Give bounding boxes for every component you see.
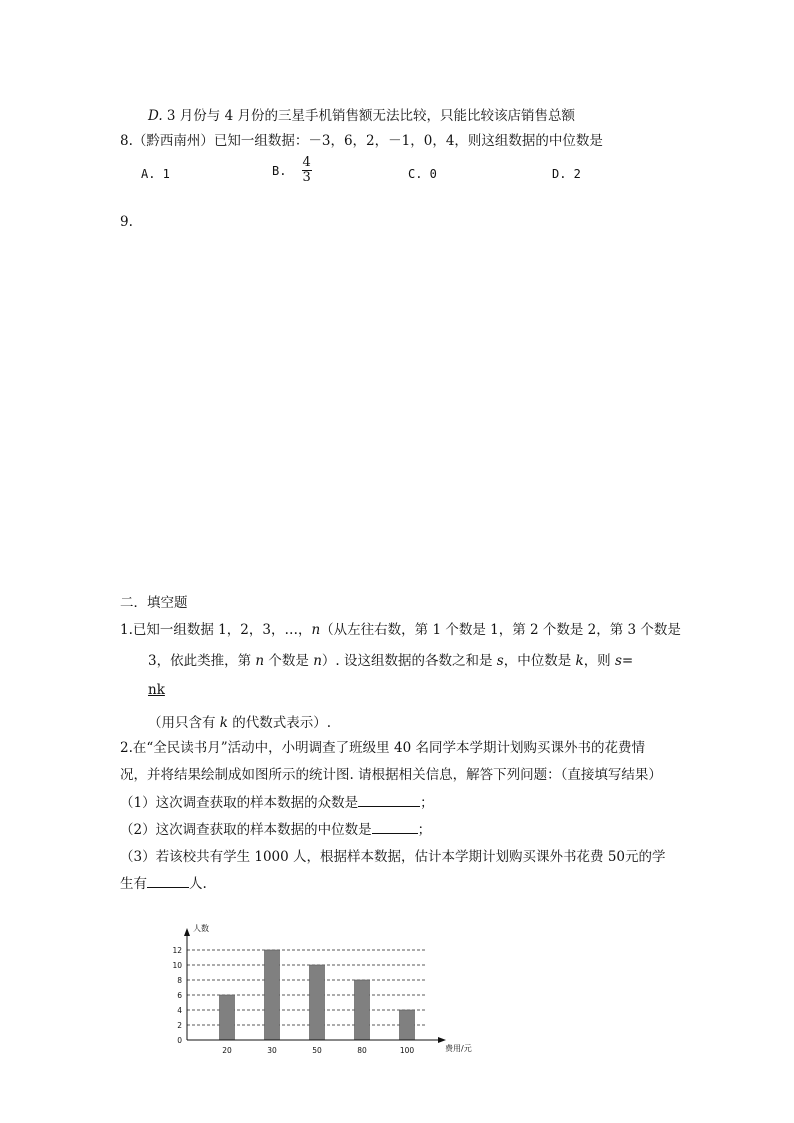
fill2-line1: 2.在“全民读书月”活动中，小明调查了班级里 40 名同学本学期计划购买课外书的花费情 [120, 740, 645, 756]
x-tick-label: 20 [222, 1046, 232, 1055]
fill2-q3-line2 [120, 872, 207, 892]
fill1-var-n: n [311, 622, 321, 638]
q7-option-d-text: 3 月份与 4 月份的三星手机销售额无法比较，只能比较该店销售总额 [162, 108, 575, 124]
q7-option-d [148, 104, 575, 124]
fill1-text: 1.已知一组数据 1，2，3，…， [120, 622, 312, 638]
fill1-var-s: s [496, 653, 504, 669]
bar-chart [160, 912, 490, 1062]
x-axis-title: 费用/元 [445, 1044, 472, 1053]
y-tick-label: 8 [177, 976, 182, 985]
fill1-text: ，则 [583, 653, 615, 669]
q7-option-d-letter: D. [148, 108, 163, 124]
q8-option-c: C. 0 [408, 167, 437, 181]
bar [355, 980, 370, 1040]
y-tick-label: 2 [177, 1021, 182, 1030]
bar [400, 1010, 415, 1040]
fill1-line1 [120, 618, 681, 638]
x-tick-label: 50 [312, 1046, 322, 1055]
fill2-q1-text: （1）这次调查获取的样本数据的众数是 [120, 795, 359, 811]
y-tick-label: 10 [172, 961, 182, 970]
fill1-text: 3，依此类推，第 [148, 653, 256, 669]
bar [220, 995, 235, 1040]
q8-option-b [272, 156, 312, 185]
fill2-q3-text: 生有 [120, 876, 147, 892]
fill1-text: = [621, 653, 634, 669]
fill1-line2 [148, 649, 633, 669]
answer-blank[interactable] [372, 819, 418, 834]
fill2-q2-end: ； [417, 822, 432, 838]
y-tick-label: 12 [172, 946, 182, 955]
fill2-q2 [120, 818, 431, 838]
fill1-text: （从左往右数，第 1 个数是 1，第 2 个数是 2，第 3 个数是 [320, 622, 681, 638]
fill2-q1 [120, 791, 434, 811]
fraction-denominator: 3 [302, 170, 311, 185]
answer-blank[interactable] [358, 792, 420, 807]
q8-option-a: A. 1 [141, 167, 170, 181]
fill2-q3-end: 人. [189, 876, 207, 892]
fill1-line4 [148, 711, 331, 731]
bar [265, 950, 280, 1040]
y-axis-title: 人数 [193, 924, 209, 933]
x-tick-label: 30 [267, 1046, 277, 1055]
fill2-q3-line1: （3）若该校共有学生 1000 人，根据样本数据，估计本学期计划购买课外书花费 50元的学 [120, 849, 666, 865]
answer-blank[interactable] [147, 873, 189, 888]
section-title: 二．填空题 [120, 595, 188, 611]
x-axis-arrow-icon [438, 1037, 446, 1043]
q8-stem: 8.（黔西南州）已知一组数据：－3，6，2，－1，0，4，则这组数据的中位数是 [120, 133, 603, 149]
fill2-line2: 况，并将结果绘制成如图所示的统计图. 请根据相关信息，解答下列问题：（直接填写结果） [120, 767, 662, 783]
fill1-answer: nk [148, 682, 165, 698]
fill1-var-k: k [575, 653, 584, 669]
x-tick-label: 80 [357, 1046, 367, 1055]
q8-option-d: D. 2 [552, 167, 581, 181]
q8-option-b-label: B. [272, 164, 287, 178]
fill1-var-n: n [313, 653, 322, 669]
fill1-text: ，中位数是 [503, 653, 576, 669]
fraction-numerator: 4 [302, 155, 311, 170]
y-tick-label: 6 [177, 991, 182, 1000]
fill1-var-n: n [255, 653, 265, 669]
fill1-text: 的代数式表示）. [227, 715, 332, 731]
fill2-q2-text: （2）这次调查获取的样本数据的中位数是 [120, 822, 372, 838]
fill1-text: （用只含有 [148, 715, 220, 731]
fill1-var-k: k [219, 715, 228, 731]
q8-option-b-fraction [302, 156, 312, 185]
y-tick-label: 4 [177, 1006, 182, 1015]
x-tick-label: 100 [399, 1046, 415, 1055]
q9-label: 9. [120, 214, 133, 230]
fill1-text: 个数是 [264, 653, 314, 669]
fill2-q1-end: ； [420, 795, 434, 811]
fill1-var-s: s [614, 653, 622, 669]
bar [310, 965, 325, 1040]
y-axis-arrow-icon [184, 928, 190, 936]
fill1-text: ）. 设这组数据的各数之和是 [321, 653, 497, 669]
y-tick-label: 0 [177, 1036, 182, 1045]
